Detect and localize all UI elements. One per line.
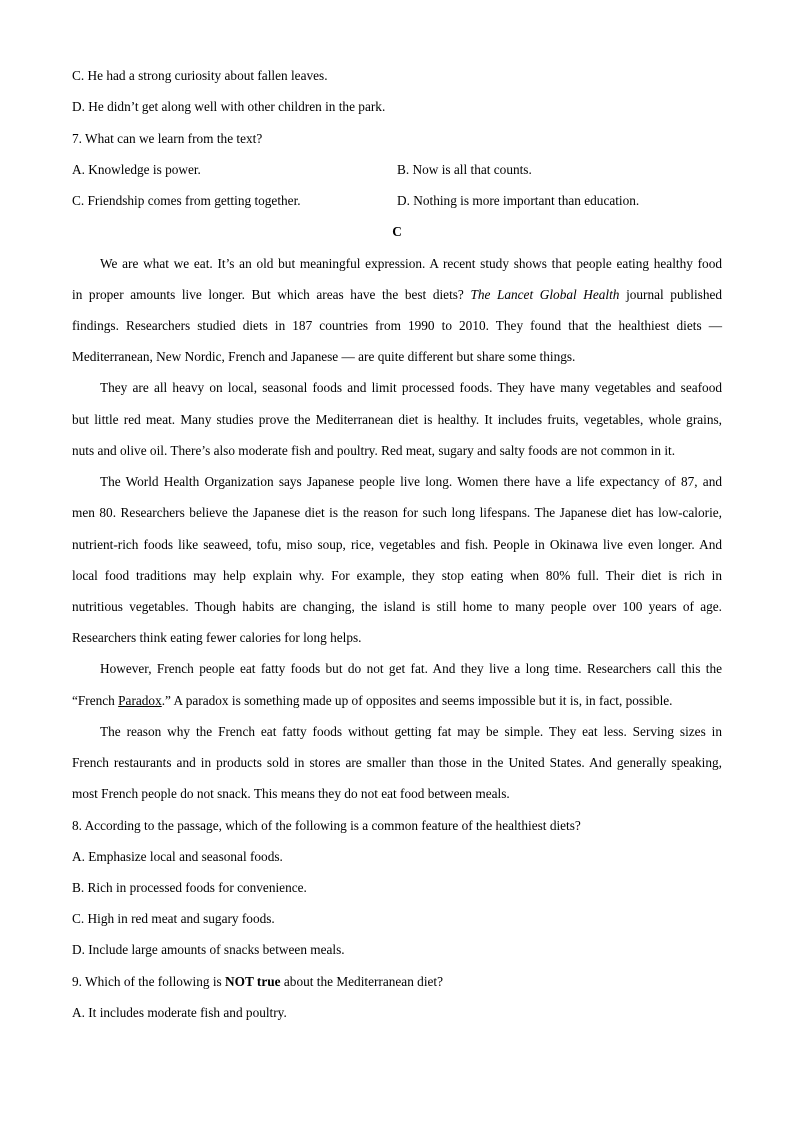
passage-p2-line1: They are all heavy on local, seasonal foods and limit processed foods. They have many vegetables and seafood (100, 380, 722, 395)
q8-option-a: A. Emphasize local and seasonal foods. (72, 849, 283, 864)
passage-p4-line1: However, French people eat fatty foods but do not get fat. And they live a long time. Researchers call this the (100, 661, 722, 676)
q7-question: 7. What can we learn from the text? (72, 131, 263, 146)
q8-option-b: B. Rich in processed foods for convenience. (72, 880, 307, 895)
q7-option-d: D. Nothing is more important than education. (397, 193, 640, 208)
passage-text: .” A paradox is something made up of opposites and seems impossible but it is, in fact, possible. (161, 693, 673, 708)
passage-p3-line4: local food traditions may help explain why. For example, they stop eating when 80% full. Their diet is rich in (72, 568, 722, 583)
q8-question: 8. According to the passage, which of the following is a common feature of the healthiest diets? (72, 818, 581, 833)
passage-text: journal published (626, 287, 723, 302)
passage-text: in proper amounts live longer. But which areas have the best diets? (72, 287, 464, 302)
q7-option-b: B. Now is all that counts. (397, 162, 532, 177)
passage-p2-line3: nuts and olive oil. There’s also moderate fish and poultry. Red meat, sugary and salty foods are not common in it. (72, 443, 676, 458)
passage-p3-line6: Researchers think eating fewer calories for long helps. (72, 630, 362, 645)
underlined-word: Paradox (118, 693, 162, 708)
passage-p1-line2 (72, 287, 722, 303)
q6-option-d: D. He didn’t get along well with other children in the park. (72, 99, 386, 114)
journal-title: The Lancet Global Health (470, 287, 620, 302)
q7-option-c: C. Friendship comes from getting together. (72, 193, 301, 208)
section-heading: C (392, 224, 402, 239)
q8-option-c: C. High in red meat and sugary foods. (72, 911, 275, 926)
question-text: 9. Which of the following is (72, 974, 222, 989)
passage-p2-line2: but little red meat. Many studies prove the Mediterranean diet is healthy. It includes fruits, vegetables, whole grains, (72, 412, 722, 427)
passage-p3-line2: men 80. Researchers believe the Japanese diet is the reason for such long lifespans. The Japanese diet has low-calorie, (72, 505, 722, 520)
passage-p1-line3: findings. Researchers studied diets in 187 countries from 1990 to 2010. They found that the healthiest diets — (72, 318, 722, 333)
q9-question (72, 974, 443, 990)
question-text: about the Mediterranean diet? (283, 974, 444, 989)
passage-p1-line1: We are what we eat. It’s an old but meaningful expression. A recent study shows that people eating healthy food (100, 256, 722, 271)
q9-option-a: A. It includes moderate fish and poultry. (72, 1005, 287, 1020)
passage-p5-line1: The reason why the French eat fatty foods without getting fat may be simple. They eat less. Serving sizes in (100, 724, 722, 739)
q7-option-a: A. Knowledge is power. (72, 162, 201, 177)
passage-p5-line2: French restaurants and in products sold in stores are smaller than those in the United States. And generally speaking, (72, 755, 722, 770)
passage-p3-line1: The World Health Organization says Japanese people live long. Women there have a life expectancy of 87, and (100, 474, 722, 489)
q6-option-c: C. He had a strong curiosity about fallen leaves. (72, 68, 328, 83)
passage-p5-line3: most French people do not snack. This means they do not eat food between meals. (72, 786, 510, 801)
passage-text: “French (72, 693, 115, 708)
q8-option-d: D. Include large amounts of snacks between meals. (72, 942, 345, 957)
passage-p1-line4: Mediterranean, New Nordic, French and Japanese — are quite different but share some things. (72, 349, 576, 364)
passage-p3-line3: nutrient-rich foods like seaweed, tofu, miso soup, rice, vegetables and fish. People in Okinawa live even longer. And (72, 537, 722, 552)
passage-p3-line5: nutritious vegetables. Though habits are changing, the island is still home to many people over 100 years of age. (72, 599, 722, 614)
question-emphasis: NOT true (225, 974, 281, 989)
passage-p4-line2 (72, 693, 673, 709)
